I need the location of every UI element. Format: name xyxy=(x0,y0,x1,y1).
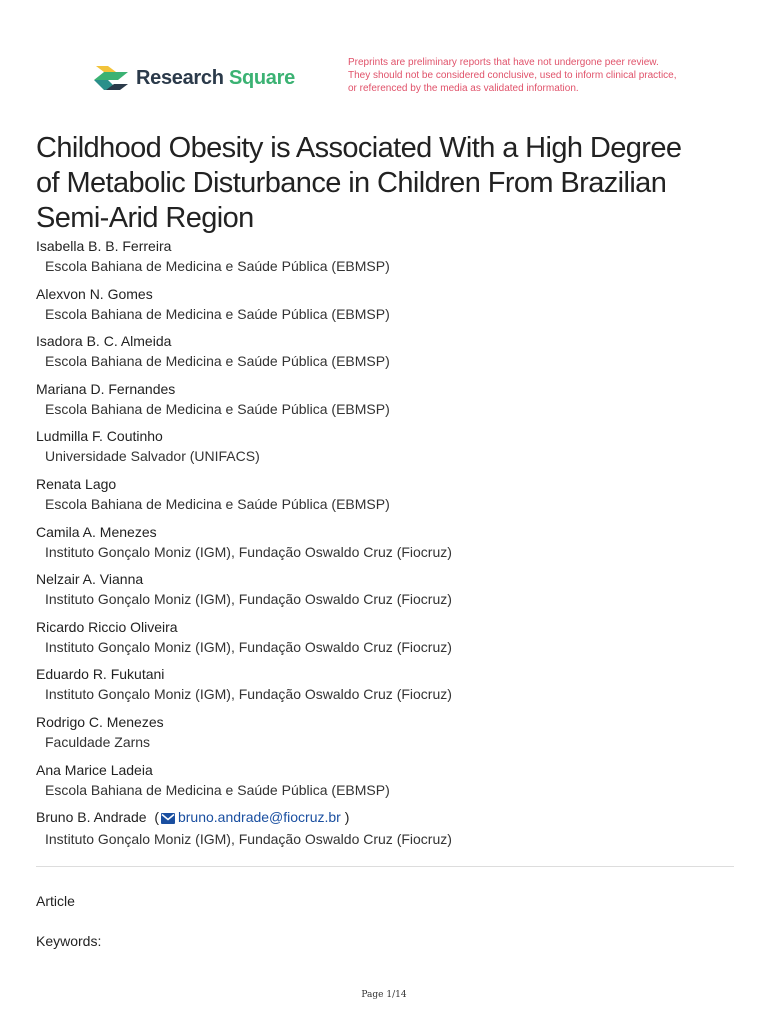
author-list xyxy=(36,237,736,856)
author-name: Bruno B. Andrade xyxy=(36,809,147,826)
author-name: Renata Lago xyxy=(36,475,117,492)
author-name: Mariana D. Fernandes xyxy=(36,380,176,397)
preprint-notice xyxy=(348,56,677,95)
article-type-label: Article xyxy=(36,893,75,909)
author-affiliation: Escola Bahiana de Medicina e Saúde Pública (EBMSP) xyxy=(45,353,390,370)
email-link[interactable]: bruno.andrade@fiocruz.br xyxy=(177,809,341,826)
author-name: Camila A. Menezes xyxy=(36,523,157,540)
author-entry xyxy=(36,618,736,666)
author-name: Nelzair A. Vianna xyxy=(36,571,144,588)
author-affiliation: Escola Bahiana de Medicina e Saúde Pública (EBMSP) xyxy=(45,400,390,417)
author-entry xyxy=(36,570,736,618)
author-affiliation: Instituto Gonçalo Moniz (IGM), Fundação Oswaldo Cruz (Fiocruz) xyxy=(45,591,452,608)
author-entry xyxy=(36,427,736,475)
title-line: Semi-Arid Region xyxy=(36,202,254,235)
author-entry xyxy=(36,713,736,761)
author-entry xyxy=(36,665,736,713)
author-entry xyxy=(36,285,736,333)
author-affiliation: Instituto Gonçalo Moniz (IGM), Fundação Oswaldo Cruz (Fiocruz) xyxy=(45,543,452,560)
author-entry xyxy=(36,380,736,428)
author-name: Ludmilla F. Coutinho xyxy=(36,428,163,445)
logo-text-research: Research xyxy=(136,66,224,89)
research-square-logo xyxy=(94,64,295,92)
divider xyxy=(36,866,734,867)
author-name: Ricardo Riccio Oliveira xyxy=(36,618,178,635)
notice-line: They should not be considered conclusive, used to inform clinical practice, xyxy=(348,70,677,81)
notice-line: or referenced by the media as validated information. xyxy=(348,83,579,94)
author-name: Isabella B. B. Ferreira xyxy=(36,238,172,254)
header xyxy=(0,52,768,108)
author-name: Rodrigo C. Menezes xyxy=(36,713,164,730)
author-affiliation: Escola Bahiana de Medicina e Saúde Pública (EBMSP) xyxy=(45,305,390,322)
author-name: Ana Marice Ladeia xyxy=(36,761,153,778)
paren-open: ( xyxy=(154,809,159,826)
author-affiliation: Escola Bahiana de Medicina e Saúde Pública (EBMSP) xyxy=(45,781,390,798)
title-line: Childhood Obesity is Associated With a High Degree xyxy=(36,132,682,165)
author-entry xyxy=(36,332,736,380)
page-number: Page 1/14 xyxy=(361,990,407,1000)
envelope-icon[interactable] xyxy=(161,810,175,828)
author-affiliation: Escola Bahiana de Medicina e Saúde Pública (EBMSP) xyxy=(45,258,390,274)
corresponding-author-entry xyxy=(36,808,736,856)
author-affiliation: Instituto Gonçalo Moniz (IGM), Fundação Oswaldo Cruz (Fiocruz) xyxy=(45,686,452,703)
author-name: Isadora B. C. Almeida xyxy=(36,333,172,350)
author-affiliation: Escola Bahiana de Medicina e Saúde Pública (EBMSP) xyxy=(45,495,390,512)
logo-text-square: Square xyxy=(228,66,295,89)
title-line: of Metabolic Disturbance in Children From Brazilian xyxy=(36,167,667,200)
author-affiliation: Instituto Gonçalo Moniz (IGM), Fundação Oswaldo Cruz (Fiocruz) xyxy=(45,638,452,655)
author-entry xyxy=(36,475,736,523)
keywords-label: Keywords: xyxy=(36,933,102,949)
author-affiliation: Faculdade Zarns xyxy=(45,733,151,750)
author-affiliation: Instituto Gonçalo Moniz (IGM), Fundação Oswaldo Cruz (Fiocruz) xyxy=(45,831,452,848)
research-square-logo-icon xyxy=(94,64,128,92)
paren-close: ) xyxy=(344,809,350,826)
author-entry xyxy=(36,523,736,571)
author-name: Eduardo R. Fukutani xyxy=(36,666,165,683)
notice-line: Preprints are preliminary reports that have not undergone peer review. xyxy=(348,57,659,68)
page-title xyxy=(36,131,756,236)
author-affiliation: Universidade Salvador (UNIFACS) xyxy=(45,448,260,465)
author-entry xyxy=(36,237,736,285)
author-entry xyxy=(36,761,736,809)
author-name: Alexvon N. Gomes xyxy=(36,285,153,302)
